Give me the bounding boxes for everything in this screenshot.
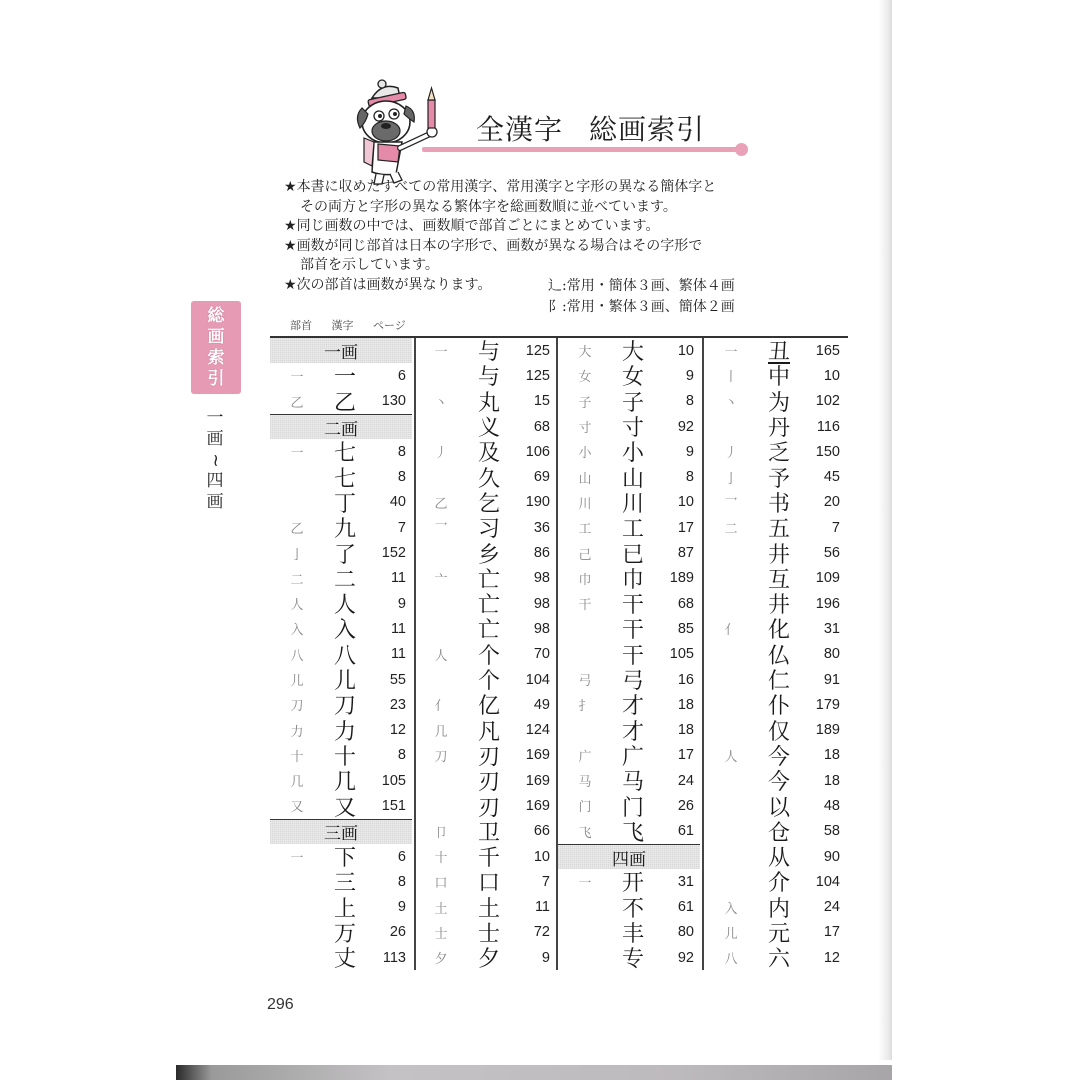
page-ref: 125 [525, 342, 550, 359]
page-ref: 17 [677, 747, 694, 764]
intro-line: ★次の部首は画数が異なります。 [284, 276, 492, 293]
kanji: 二 [333, 567, 356, 593]
page-ref: 7 [397, 519, 406, 536]
kanji: 才 [621, 694, 644, 720]
page-ref: 20 [823, 494, 840, 511]
kanji: 今 [767, 770, 790, 796]
kanji: 仅 [767, 719, 790, 745]
kanji: 习 [477, 517, 500, 543]
radical: 卩 [434, 825, 448, 841]
kanji: 丈 [333, 947, 356, 973]
page-ref: 68 [677, 595, 694, 612]
kanji: 土 [477, 896, 500, 922]
radical: 丿 [724, 446, 738, 462]
page-ref: 66 [533, 823, 550, 840]
kanji: 个 [477, 643, 500, 669]
radical: 乙 [290, 395, 304, 411]
page-ref: 36 [533, 519, 550, 536]
page-ref: 68 [533, 418, 550, 435]
page-ref: 10 [677, 342, 694, 359]
radical: 八 [724, 952, 738, 968]
kanji: 乙 [333, 390, 356, 416]
kanji: 五 [767, 517, 790, 543]
page-ref: 179 [815, 696, 840, 713]
kanji: 亡 [477, 593, 500, 619]
page-ref: 104 [525, 671, 550, 688]
radical: 己 [578, 547, 592, 563]
page-ref: 11 [534, 899, 550, 916]
kanji: 人 [333, 593, 356, 619]
kanji: 下 [333, 846, 356, 872]
page-ref: 189 [815, 722, 840, 739]
radical: 寸 [578, 421, 592, 437]
kanji: 凡 [477, 719, 500, 745]
kanji: 万 [333, 921, 356, 947]
page-ref: 169 [525, 772, 550, 789]
page-ref: 18 [677, 696, 694, 713]
page-ref: 80 [823, 646, 840, 663]
kanji: 七 [333, 466, 356, 492]
kanji: 儿 [333, 669, 356, 695]
radical: 山 [578, 471, 592, 487]
index-row [270, 945, 412, 973]
kanji: 口 [477, 871, 500, 897]
kanji: 工 [621, 517, 644, 543]
kanji: 一 [333, 365, 356, 391]
kanji: 七 [333, 441, 356, 467]
stroke-count-section-header: 四画 [558, 844, 700, 869]
radical: 二 [290, 572, 304, 588]
page-ref: 92 [677, 418, 694, 435]
index-column-1 [270, 338, 412, 973]
page-ref: 87 [677, 545, 694, 562]
page-ref: 16 [677, 671, 694, 688]
kanji: 今 [767, 744, 790, 770]
page-ref: 26 [389, 924, 406, 941]
radical: 人 [724, 749, 738, 765]
header-page: ページ [373, 319, 406, 332]
radical: 士 [434, 926, 448, 942]
kanji: 中 [767, 365, 790, 391]
radical: 儿 [724, 926, 738, 942]
radical: 丿 [434, 446, 448, 462]
page-ref: 150 [815, 443, 840, 460]
kanji: 干 [621, 643, 644, 669]
kanji: 从 [767, 846, 790, 872]
stroke-range-label: 一 画 ~ 四 画 [205, 408, 226, 512]
radical: 土 [434, 901, 448, 917]
page-ref: 98 [533, 595, 550, 612]
radical: 扌 [578, 699, 592, 715]
kanji: 元 [767, 921, 790, 947]
kanji: 与 [477, 365, 500, 391]
kanji: 飞 [621, 820, 644, 846]
radical: 亻 [724, 623, 738, 639]
radical: 干 [578, 598, 592, 614]
page-ref: 7 [831, 519, 840, 536]
kanji: 不 [621, 896, 644, 922]
page-ref: 18 [823, 747, 840, 764]
page-ref: 8 [685, 393, 694, 410]
star-icon: ★ [284, 237, 297, 254]
index-row [558, 819, 700, 844]
title-rule-dot [735, 143, 748, 156]
section-tab: 総 画 索 引 [191, 301, 241, 394]
kanji: 仏 [767, 643, 790, 669]
header-kanji: 漢字 [331, 319, 354, 332]
kanji: 丰 [621, 921, 644, 947]
radical: 刀 [290, 699, 304, 715]
page-ref: 10 [677, 494, 694, 511]
page-ref: 55 [389, 671, 406, 688]
page-ref: 24 [823, 899, 840, 916]
radical-note-kozato: 阝:常用・繁体３画、簡体２画 [548, 299, 735, 315]
radical: 飞 [578, 825, 592, 841]
page-ref: 70 [533, 646, 550, 663]
page-ref: 86 [533, 545, 550, 562]
page-ref: 26 [677, 797, 694, 814]
radical: 一 [290, 370, 304, 386]
pug-mascot-icon [352, 76, 448, 188]
page-ref: 45 [823, 469, 840, 486]
radical: 丶 [724, 395, 738, 411]
radical: 一 [578, 876, 592, 892]
kanji: 卫 [477, 820, 500, 846]
page-ref: 11 [390, 646, 406, 663]
page-ref: 48 [823, 797, 840, 814]
star-icon: ★ [284, 276, 297, 293]
page-ref: 165 [815, 342, 840, 359]
kanji: 巾 [621, 567, 644, 593]
kanji: 化 [767, 618, 790, 644]
kanji: 上 [333, 896, 356, 922]
page-ref: 6 [397, 367, 406, 384]
page-ref: 18 [677, 722, 694, 739]
radical: 乛 [724, 496, 738, 512]
page-ref: 8 [397, 873, 406, 890]
page-ref: 9 [685, 367, 694, 384]
page-ref: 152 [381, 545, 406, 562]
kanji: 井 [767, 593, 790, 619]
page-ref: 116 [816, 418, 840, 435]
kanji: 刃 [477, 770, 500, 796]
index-column-3 [558, 338, 700, 973]
radical: 亅 [290, 547, 304, 563]
page-ref: 72 [533, 924, 550, 941]
page-ref: 80 [677, 924, 694, 941]
kanji: 亿 [477, 694, 500, 720]
kanji: 久 [477, 466, 500, 492]
page-ref: 113 [382, 949, 406, 966]
intro-line: ★同じ画数の中では、画数順で部首ごとにまとめています。 [284, 218, 660, 234]
page-number: 296 [267, 996, 294, 1013]
index-row [270, 389, 412, 414]
page-ref: 9 [541, 949, 550, 966]
kanji: 乞 [477, 491, 500, 517]
page-ref: 10 [823, 367, 840, 384]
kanji: 义 [477, 416, 500, 442]
index-row [558, 945, 700, 973]
page-ref: 31 [823, 620, 840, 637]
radical: 入 [290, 623, 304, 639]
radical: 子 [578, 395, 592, 411]
kanji: 川 [621, 491, 644, 517]
radical: 一 [290, 446, 304, 462]
page-ref: 56 [823, 545, 840, 562]
index-column-4 [704, 338, 846, 973]
title-underline-rule [422, 147, 740, 152]
radical: 刀 [434, 749, 448, 765]
kanji: 小 [621, 441, 644, 467]
kanji: 仆 [767, 694, 790, 720]
kanji: 刀 [333, 694, 356, 720]
index-column-2 [414, 338, 556, 973]
page-ref: 196 [815, 595, 840, 612]
index-row [704, 945, 846, 973]
kanji: 大 [621, 340, 644, 366]
radical: 入 [724, 901, 738, 917]
kanji: 亡 [477, 618, 500, 644]
page-ref: 9 [397, 595, 406, 612]
radical: 亠 [434, 572, 448, 588]
kanji: 干 [621, 593, 644, 619]
page-ref: 8 [397, 469, 406, 486]
page-ref: 104 [815, 873, 840, 890]
kanji: 开 [621, 871, 644, 897]
radical: 人 [434, 648, 448, 664]
radical: 二 [724, 522, 738, 538]
stroke-count-section-header: 三画 [270, 819, 412, 844]
page-edge-shadow [878, 0, 892, 1060]
title-part2: 総画索引 [589, 113, 706, 146]
kanji: 十 [333, 744, 356, 770]
radical: 女 [578, 370, 592, 386]
index-row [270, 793, 412, 821]
kanji: 专 [621, 947, 644, 973]
page-ref: 7 [541, 873, 550, 890]
radical: 一 [434, 345, 448, 361]
radical: 弓 [578, 674, 592, 689]
page-ref: 31 [677, 873, 694, 890]
radical: 乙 [434, 496, 448, 512]
radical: 一 [290, 851, 304, 867]
kanji: 九 [333, 517, 356, 543]
kanji: 为 [767, 390, 790, 416]
kanji: 予 [767, 466, 790, 492]
page-ref: 15 [533, 393, 550, 410]
kanji: 乏 [767, 441, 790, 467]
page-ref: 106 [525, 443, 550, 460]
page-ref: 98 [533, 570, 550, 587]
page-ref: 8 [397, 443, 406, 460]
kanji: 丁 [333, 491, 356, 517]
page-ref: 90 [823, 848, 840, 865]
page-ref: 12 [389, 722, 406, 739]
kanji: 丹 [767, 416, 790, 442]
kanji: 刃 [477, 795, 500, 821]
title-part1: 全漢字 [476, 113, 564, 146]
radical: 儿 [290, 674, 304, 689]
page-ref: 98 [533, 620, 550, 637]
page-ref: 61 [677, 899, 694, 916]
radical: 亻 [434, 699, 448, 715]
page-ref: 11 [390, 620, 406, 637]
page-ref: 24 [677, 772, 694, 789]
intro-line: ★本書に収めたすべての常用漢字、常用漢字と字形の異なる簡体字と [284, 179, 717, 195]
kanji: 仁 [767, 669, 790, 695]
page-ref: 169 [525, 797, 550, 814]
kanji: 力 [333, 719, 356, 745]
star-icon: ★ [284, 218, 297, 234]
page-ref: 12 [823, 949, 840, 966]
radical: 门 [578, 800, 592, 816]
radical: 十 [290, 749, 304, 765]
page-ref: 6 [397, 848, 406, 865]
page-ref: 11 [390, 570, 406, 587]
page-ref: 9 [685, 443, 694, 460]
page-ref: 169 [525, 747, 550, 764]
kanji: 已 [621, 542, 644, 568]
page-ref: 18 [823, 772, 840, 789]
kanji: 丸 [477, 390, 500, 416]
radical: 乙 [290, 522, 304, 538]
kanji: 门 [621, 795, 644, 821]
kanji: 刃 [477, 744, 500, 770]
header-radical: 部首 [290, 319, 312, 332]
kanji: 又 [333, 795, 356, 821]
radical: 十 [434, 851, 448, 867]
index-row [414, 945, 556, 973]
kanji: 三 [333, 871, 356, 897]
kanji: 八 [333, 643, 356, 669]
page-ref: 58 [823, 823, 840, 840]
kanji: 寸 [621, 416, 644, 442]
page-ref: 61 [677, 823, 694, 840]
radical: 广 [578, 749, 592, 765]
kanji: 仓 [767, 820, 790, 846]
page-ref: 124 [525, 722, 550, 739]
star-icon: ★ [284, 179, 297, 195]
radical: 又 [290, 800, 304, 816]
kanji: 广 [621, 744, 644, 770]
kanji: 女 [621, 365, 644, 391]
kanji: 夕 [477, 947, 500, 973]
radical: 几 [434, 724, 448, 740]
page-ref: 8 [397, 747, 406, 764]
page-ref: 10 [533, 848, 550, 865]
radical: 大 [578, 345, 592, 361]
kanji: 介 [767, 871, 790, 897]
kanji: 弓 [621, 669, 644, 695]
page-ref: 23 [389, 696, 406, 713]
page-ref: 109 [815, 570, 840, 587]
page-ref: 92 [677, 949, 694, 966]
page-ref: 17 [677, 519, 694, 536]
kanji: 干 [621, 618, 644, 644]
kanji: 士 [477, 921, 500, 947]
kanji: 丑 [767, 340, 790, 366]
kanji: 几 [333, 770, 356, 796]
page-ref: 102 [815, 393, 840, 410]
radical: 马 [578, 775, 592, 791]
radical: 小 [578, 446, 592, 462]
intro-line: その両方と字形の異なる繁体字を総画数順に並べています。 [300, 198, 677, 215]
kanji: 千 [477, 846, 500, 872]
page-ref: 151 [381, 797, 406, 814]
intro-line: 部首を示しています。 [300, 257, 439, 273]
kanji: 井 [767, 542, 790, 568]
page-ref: 105 [381, 772, 406, 789]
radical: 巾 [578, 572, 592, 588]
kanji: 入 [333, 618, 356, 644]
kanji: 山 [621, 466, 644, 492]
intro-line: ★画数が同じ部首は日本の字形で、画数が異なる場合はその字形で [284, 237, 703, 254]
radical: 丶 [434, 395, 448, 411]
kanji: 亡 [477, 567, 500, 593]
kanji: 乡 [477, 542, 500, 568]
kanji: 子 [621, 390, 644, 416]
page-ref: 85 [677, 620, 694, 637]
radical: 乛 [434, 522, 448, 538]
kanji: 及 [477, 441, 500, 467]
kanji: 才 [621, 719, 644, 745]
radical: 丨 [724, 370, 738, 386]
page-ref: 9 [397, 899, 406, 916]
page-title [476, 108, 705, 148]
radical: 几 [290, 775, 304, 791]
kanji: 了 [333, 542, 356, 568]
kanji: 书 [767, 491, 790, 517]
kanji: 内 [767, 896, 790, 922]
page-ref: 91 [823, 671, 840, 688]
radical: 亅 [724, 471, 738, 487]
kanji: 个 [477, 669, 500, 695]
page-ref: 8 [685, 469, 694, 486]
page-bottom-shadow [176, 1065, 892, 1080]
radical: 口 [434, 876, 448, 892]
kanji: 六 [767, 947, 790, 973]
page-ref: 49 [533, 696, 550, 713]
page-ref: 17 [823, 924, 840, 941]
radical: 川 [578, 496, 592, 512]
kanji: 以 [767, 795, 790, 821]
kanji: 互 [767, 567, 790, 593]
radical: 工 [578, 522, 592, 538]
page-ref: 125 [525, 367, 550, 384]
page-ref: 190 [525, 494, 550, 511]
radical: 力 [290, 724, 304, 740]
stroke-count-section-header: 二画 [270, 414, 412, 439]
radical-note-shinnyou: ⻌:常用・簡体３画、繁体４画 [548, 278, 735, 294]
radical: 人 [290, 598, 304, 614]
page-ref: 69 [533, 469, 550, 486]
kanji: 马 [621, 770, 644, 796]
radical: 一 [724, 345, 738, 361]
table-column-headers [290, 317, 422, 333]
kanji: 与 [477, 340, 500, 366]
page-ref: 105 [669, 646, 694, 663]
radical: 夕 [434, 952, 448, 968]
stroke-count-section-header: 一画 [270, 338, 412, 363]
page-ref: 130 [381, 393, 406, 410]
page-ref: 189 [669, 570, 694, 587]
page-ref: 40 [389, 494, 406, 511]
radical: 八 [290, 648, 304, 664]
